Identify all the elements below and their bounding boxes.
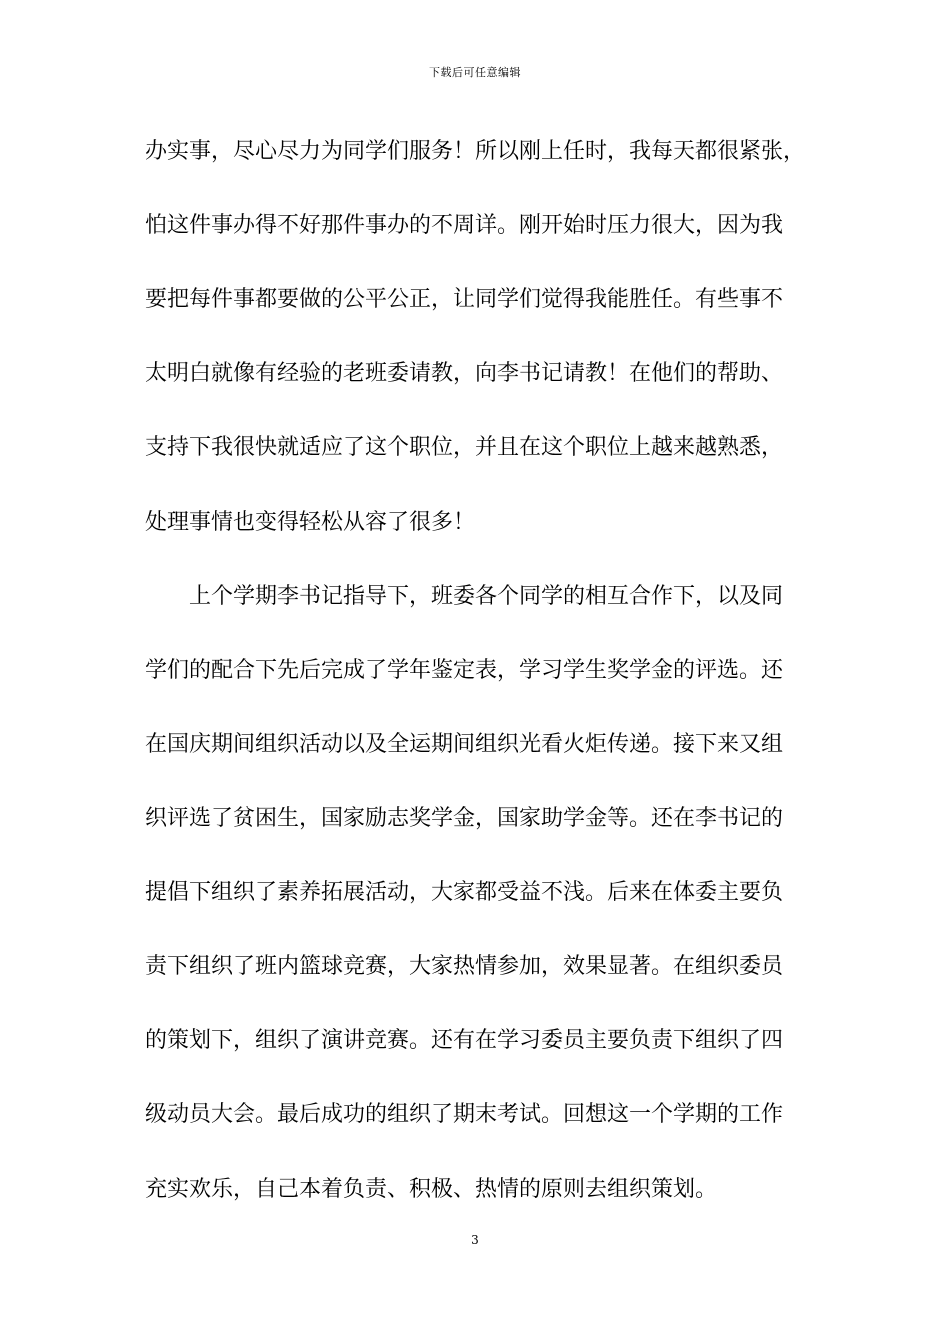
text-line: 充实欢乐，自己本着负责、积极、热情的原则去组织策划。 [145,1177,718,1202]
text-line: 责下组织了班内篮球竞赛，大家热情参加，效果显著。在组织委员 [145,954,784,979]
text-line: 织评选了贫困生，国家励志奖学金，国家助学金等。还在李书记的 [145,806,784,831]
page-number: 3 [471,1233,479,1247]
paragraph-first-line: 上个学期李书记指导下，班委各个同学的相互合作下，以及同 [189,584,784,609]
text-line: 支持下我很快就适应了这个职位，并且在这个职位上越来越熟悉， [145,435,784,460]
text-line: 在国庆期间组织活动以及全运期间组织光看火炬传递。接下来又组 [145,732,784,757]
text-line: 处理事情也变得轻松从容了很多！ [145,510,476,535]
text-line: 的策划下，组织了演讲竞赛。还有在学习委员主要负责下组织了四 [145,1028,784,1053]
page-header: 下载后可任意编辑 [429,66,521,79]
text-line: 级动员大会。最后成功的组织了期末考试。回想这一个学期的工作 [145,1102,784,1127]
text-line: 学们的配合下先后完成了学年鉴定表，学习学生奖学金的评选。还 [145,658,784,683]
text-line: 办实事，尽心尽力为同学们服务！所以刚上任时，我每天都很紧张， [145,139,806,164]
text-line: 提倡下组织了素养拓展活动，大家都受益不浅。后来在体委主要负 [145,880,784,905]
text-line: 要把每件事都要做的公平公正，让同学们觉得我能胜任。有些事不 [145,287,784,312]
text-line: 太明白就像有经验的老班委请教，向李书记请教！在他们的帮助、 [145,361,784,386]
text-line: 怕这件事办得不好那件事办的不周详。刚开始时压力很大，因为我 [145,213,784,238]
